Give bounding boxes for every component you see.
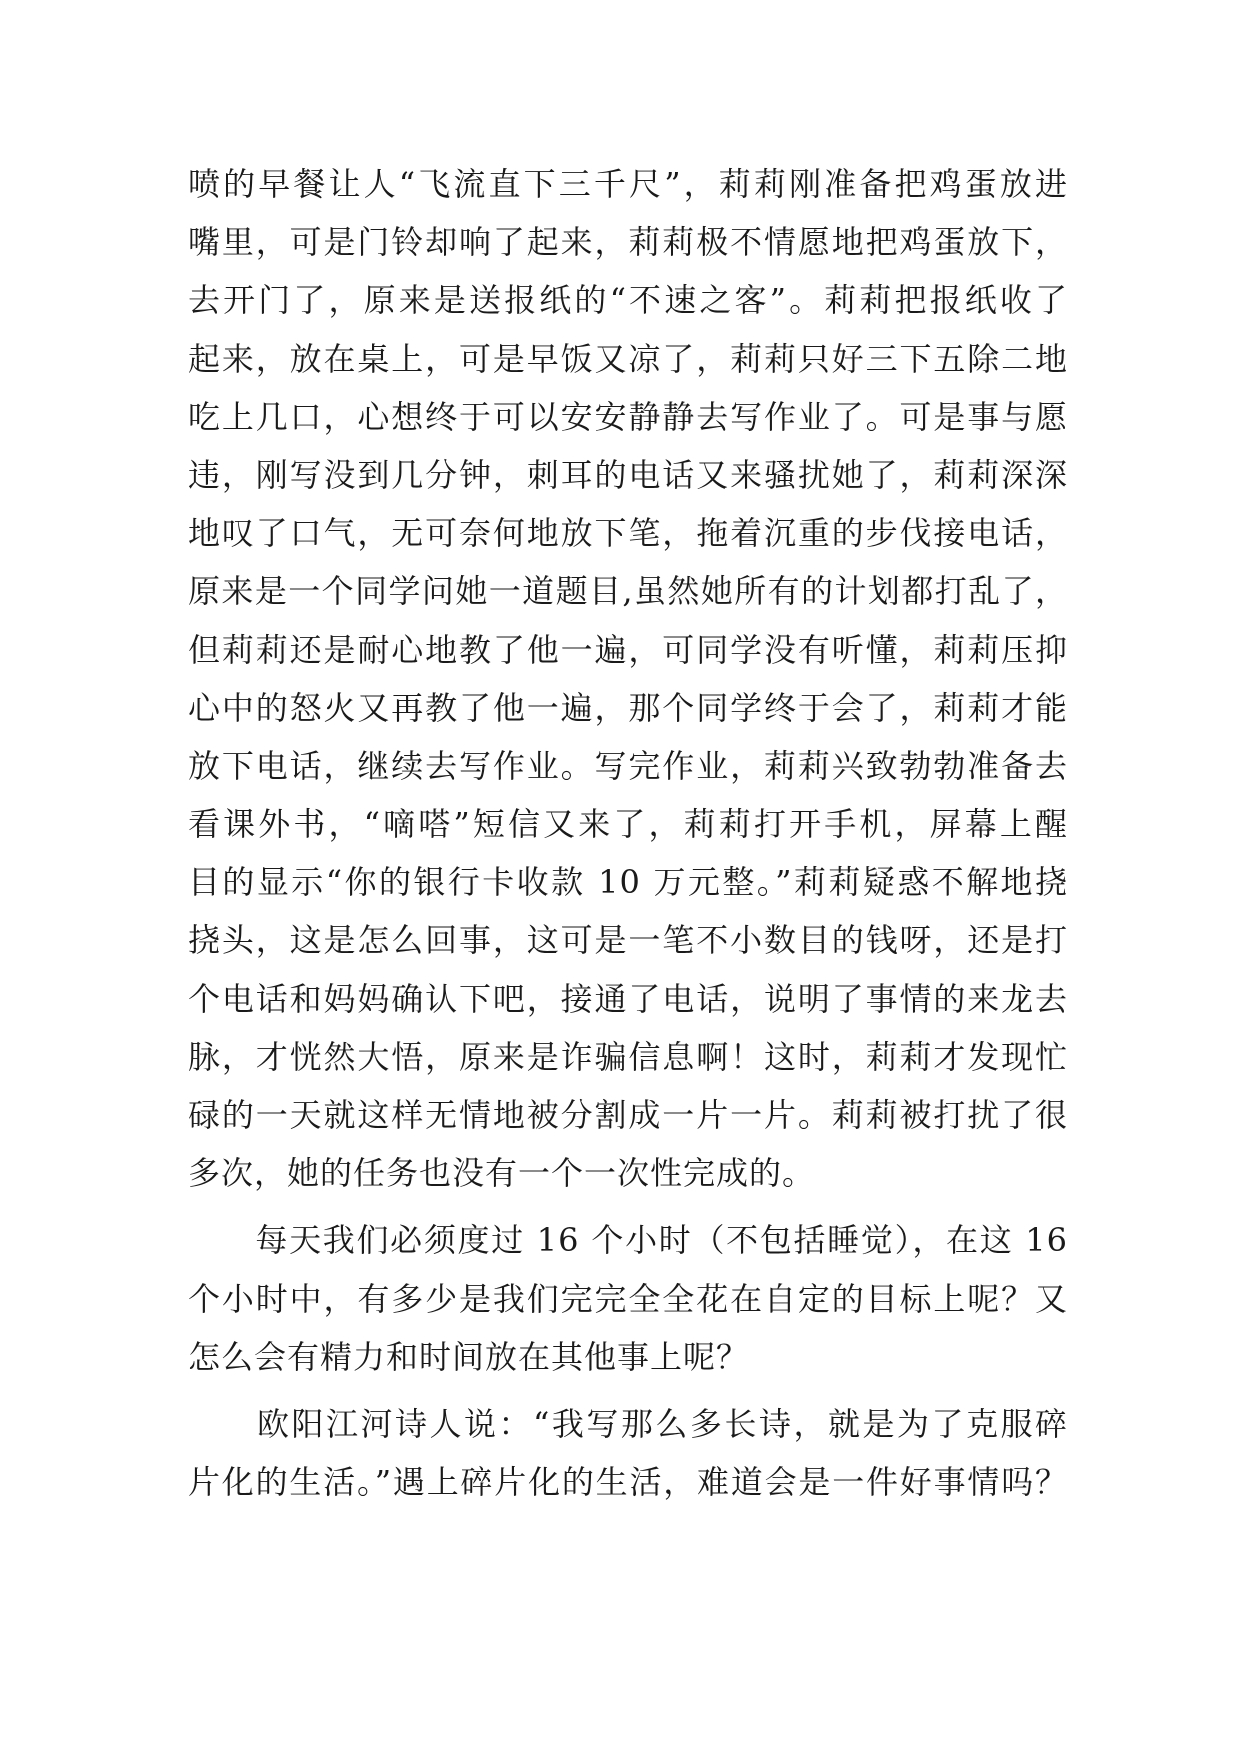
text-line: 但莉莉还是耐心地教了他一遍，可同学没有听懂，莉莉压抑 [188,630,1068,669]
text-line: 片化的生活。”遇上碎片化的生活，难道会是一件好事情吗？ [188,1463,1068,1502]
paragraph-spacing [188,1386,1068,1395]
paragraph-2 [188,1211,1068,1386]
text-line: 心中的怒火又再教了他一遍，那个同学终于会了，莉莉才能 [188,688,1068,727]
body-text [188,155,1068,1511]
text-line: 欧阳江河诗人说：“我写那么多长诗，就是为了克服碎 [188,1404,1068,1443]
text-line: 去开门了，原来是送报纸的“不速之客”。莉莉把报纸收了 [188,281,1068,320]
text-line: 每天我们必须度过 16 个小时（不包括睡觉），在这 16 [188,1221,1068,1260]
text-line: 碌的一天就这样无情地被分割成一片一片。莉莉被打扰了很 [188,1096,1068,1134]
text-line: 个电话和妈妈确认下吧，接通了电话，说明了事情的来龙去 [188,979,1068,1018]
text-line: 怎么会有精力和时间放在其他事上呢？ [188,1337,750,1376]
text-line: 脉，才恍然大悟，原来是诈骗信息啊！这时，莉莉才发现忙 [188,1037,1068,1076]
paragraph-spacing [188,1202,1068,1211]
text-line: 喷的早餐让人“飞流直下三千尺”，莉莉刚准备把鸡蛋放进 [188,165,1068,203]
text-line: 放下电话，继续去写作业。写完作业，莉莉兴致勃勃准备去 [188,746,1068,785]
paragraph-3 [188,1395,1068,1511]
text-line: 个小时中，有多少是我们完完全全花在自定的目标上呢？又 [188,1279,1068,1318]
text-line: 起来，放在桌上，可是早饭又凉了，莉莉只好三下五除二地 [188,339,1068,378]
text-line: 多次，她的任务也没有一个一次性完成的。 [188,1154,816,1193]
text-line: 嘴里，可是门铃却响了起来，莉莉极不情愿地把鸡蛋放下， [188,223,1068,262]
text-line: 违，刚写没到几分钟，刺耳的电话又来骚扰她了，莉莉深深 [188,455,1068,494]
text-line: 目的显示“你的银行卡收款 10 万元整。”莉莉疑惑不解地挠 [188,863,1068,902]
text-line: 原来是一个同学问她一道题目,虽然她所有的计划都打乱了， [188,572,1068,611]
paragraph-1 [188,155,1068,1202]
text-line: 吃上几口，心想终于可以安安静静去写作业了。可是事与愿 [188,397,1068,436]
text-line: 地叹了口气，无可奈何地放下笔，拖着沉重的步伐接电话， [188,514,1068,553]
text-line: 挠头，这是怎么回事，这可是一笔不小数目的钱呀，还是打 [188,921,1068,960]
text-line: 看课外书，“嘀嗒”短信又来了，莉莉打开手机，屏幕上醒 [188,805,1068,844]
